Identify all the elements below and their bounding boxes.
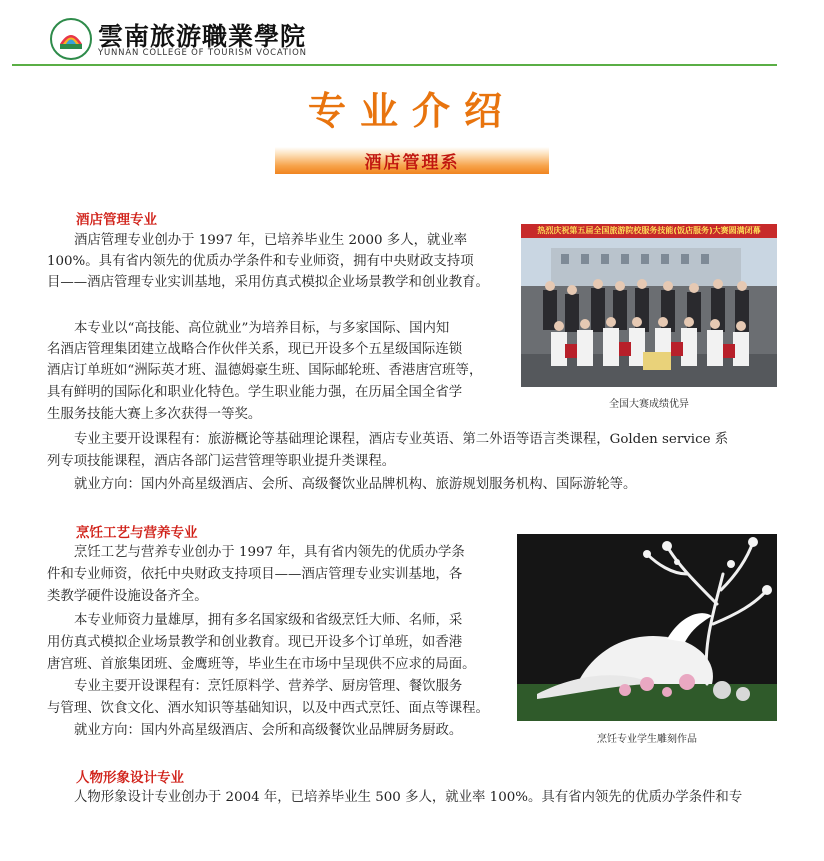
paragraph-line: 本专业以“高技能、高位就业”为培养目标，与多家国际、国内知 xyxy=(74,321,450,336)
paragraph-line: 具有鲜明的国际化和职业化特色。学生职业能力强，在历届全国全省学 xyxy=(47,385,463,400)
award-photo-caption: 全国大赛成绩优异 xyxy=(609,399,689,410)
award-ceremony-photo xyxy=(521,224,777,387)
paragraph-line: 烹饪工艺与营养专业创办于 1997 年，具有省内领先的优质办学条 xyxy=(74,545,465,560)
paragraph-line: 列专项技能课程，酒店各部门运营管理等职业提升类课程。 xyxy=(47,454,396,469)
section-title-hotel-management: 酒店管理专业 xyxy=(76,212,157,228)
paragraph-line: 用仿真式模拟企业场景教学和创业教育。现已开设多个订单班，如香港 xyxy=(47,635,463,650)
paragraph-line: 100%。具有省内领先的优质办学条件和专业师资，拥有中央财政支持项 xyxy=(47,254,474,269)
paragraph-line: 生服务技能大赛上多次获得一等奖。 xyxy=(47,407,262,422)
paragraph-line: 酒店订单班如“洲际英才班、温德姆豪生班、国际邮轮班、香港唐宫班等， xyxy=(47,363,483,378)
school-name-en: YUNNAN COLLEGE OF TOURISM VOCATION xyxy=(98,48,307,58)
school-name-cn: 雲南旅游職業學院 xyxy=(98,22,307,51)
page-title: 专业介绍 xyxy=(307,88,516,133)
paragraph-line: 就业方向：国内外高星级酒店、会所和高级餐饮业品牌厨务厨政。 xyxy=(74,723,463,738)
photo-banner-text: 热烈庆祝第五届全国旅游院校服务技能(饭店服务)大赛圆满闭幕 xyxy=(537,226,761,235)
paragraph-line: 类教学硬件设施设备齐全。 xyxy=(47,589,208,604)
carving-photo-caption: 烹饪专业学生雕刻作品 xyxy=(597,734,697,745)
section-title-image-design: 人物形象设计专业 xyxy=(76,770,184,786)
paragraph-line: 专业主要开设课程有：旅游概论等基础理论课程，酒店专业英语、第二外语等语言类课程，Golden service 系 xyxy=(74,432,729,447)
department-title: 酒店管理系 xyxy=(364,153,460,173)
header-divider xyxy=(12,64,777,66)
paragraph-line: 人物形象设计专业创办于 2004 年，已培养毕业生 500 多人，就业率 100%。具有省内领先的优质办学条件和专 xyxy=(74,790,743,805)
paragraph-line: 专业主要开设课程有：烹饪原料学、营养学、厨房管理、餐饮服务 xyxy=(74,679,463,694)
paragraph-line: 件和专业师资，依托中央财政支持项目——酒店管理专业实训基地，各 xyxy=(47,567,463,582)
paragraph-line: 就业方向：国内外高星级酒店、会所、高级餐饮业品牌机构、旅游规划服务机构、国际游轮等。 xyxy=(74,477,637,492)
college-logo-icon xyxy=(52,20,90,58)
paragraph-line: 酒店管理专业创办于 1997 年，已培养毕业生 2000 多人，就业率 xyxy=(74,233,468,248)
college-logo xyxy=(50,18,92,60)
paragraph-line: 与管理、饮食文化、酒水知识等基础知识，以及中西式烹饪、面点等课程。 xyxy=(47,701,489,716)
paragraph-line: 本专业师资力量雄厚，拥有多名国家级和省级烹饪大师、名师，采 xyxy=(74,613,463,628)
paragraph-line: 名酒店管理集团建立战略合作伙伴关系，现已开设多个五星级国际连锁 xyxy=(47,342,463,357)
section-title-culinary: 烹饪工艺与营养专业 xyxy=(76,525,198,541)
food-carving-photo xyxy=(517,534,777,721)
paragraph-line: 目——酒店管理专业实训基地，采用仿真式模拟企业场景教学和创业教育。 xyxy=(47,275,489,290)
paragraph-line: 唐宫班、首旅集团班、金鹰班等，毕业生在市场中呈现供不应求的局面。 xyxy=(47,657,476,672)
